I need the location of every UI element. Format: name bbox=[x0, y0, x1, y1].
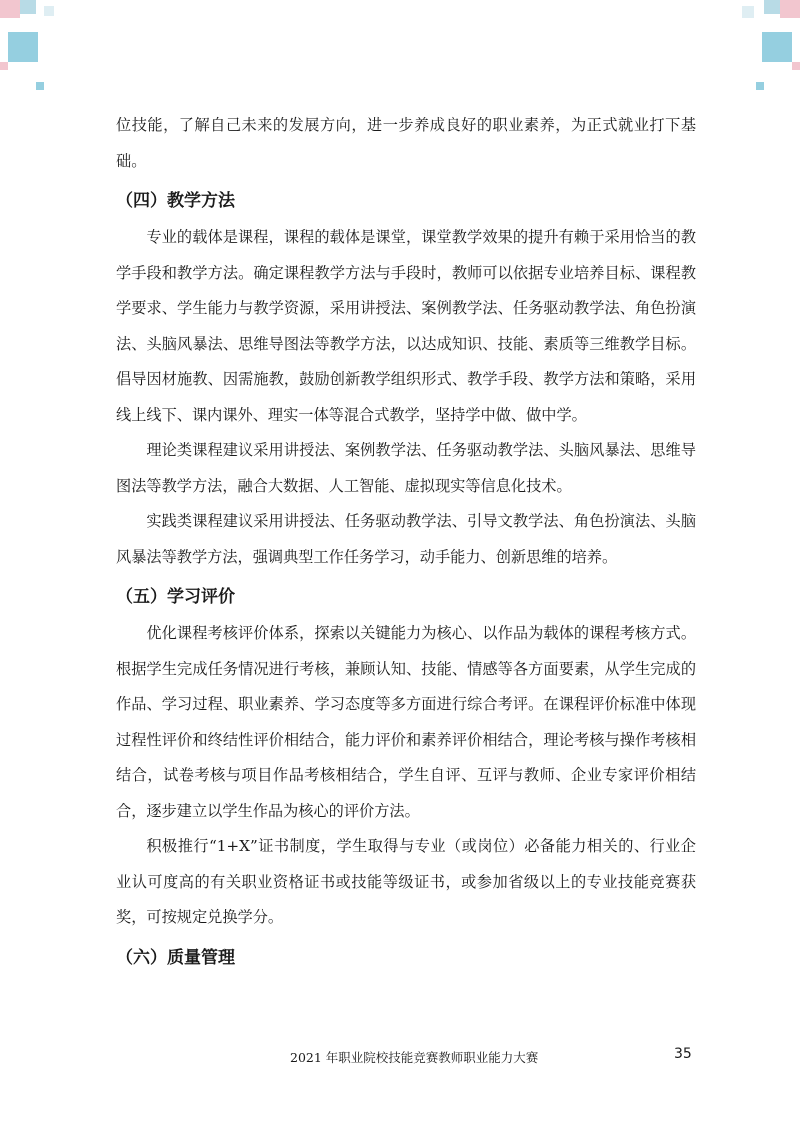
paragraph-evaluation-system: 优化课程考核评价体系，探索以关键能力为核心、以作品为载体的课程考核方式。根据学生完成任务情况进行考核，兼顾认知、技能、情感等各方面要素，从学生完成的作品、学习过程、职业素养、学习态度等多方面进行综合考评。在课程评价标准中体现过程性评价和终结性评价相结合，能力评价和素养评价相结合，理论考核与操作考核相结合，试卷考核与项目作品考核相结合，学生自评、互评与教师、企业专家评价相结合，逐步建立以学生作品为核心的评价方法。 bbox=[116, 624, 696, 820]
paragraph-teaching-methods: 专业的载体是课程，课程的载体是课堂，课堂教学效果的提升有赖于采用恰当的教学手段和教学方法。确定课程教学方法与手段时，教师可以依据专业培养目标、课程教学要求、学生能力与教学资源，采用讲授法、案例教学法、任务驱动教学法、角色扮演法、头脑风暴法、思维导图法等教学方法，以达成知识、技能、素质等三维教学目标。倡导因材施教、因需施教，鼓励创新教学组织形式、教学手段、教学方法和策略，采用线上线下、课内课外、理实一体等混合式教学，坚持学中做、做中学。 bbox=[116, 228, 696, 424]
page-footer bbox=[0, 1046, 800, 1070]
section-heading-quality-management: （六）质量管理 bbox=[116, 947, 235, 968]
decorative-square bbox=[44, 6, 54, 16]
paragraph-practice-courses: 实践类课程建议采用讲授法、任务驱动教学法、引导文教学法、角色扮演法、头脑风暴法等教学方法，强调典型工作任务学习，动手能力、创新思维的培养。 bbox=[116, 512, 696, 566]
section-heading-learning-evaluation: （五）学习评价 bbox=[116, 587, 235, 607]
decorative-square bbox=[792, 62, 800, 70]
decorative-square bbox=[0, 62, 8, 70]
page-number: 35 bbox=[674, 1046, 692, 1062]
decorative-square bbox=[36, 82, 44, 90]
decorative-square bbox=[0, 0, 20, 18]
paragraph-continuation: 位技能，了解自己未来的发展方向，进一步养成良好的职业素养，为正式就业打下基础。 bbox=[116, 116, 696, 170]
decorative-square bbox=[742, 6, 754, 18]
footer-title: 2021 年职业院校技能竞赛教师职业能力大赛 bbox=[290, 1050, 539, 1065]
body-content bbox=[116, 108, 696, 977]
decorative-square bbox=[780, 0, 800, 18]
decorative-square bbox=[20, 0, 36, 14]
decorative-square bbox=[8, 32, 38, 62]
paragraph-certificate-system: 积极推行“1+X”证书制度，学生取得与专业（或岗位）必备能力相关的、行业企业认可度高的有关职业资格证书或技能等级证书，或参加省级以上的专业技能竞赛获奖，可按规定兑换学分。 bbox=[116, 837, 696, 926]
decorative-square bbox=[756, 82, 764, 90]
paragraph-theory-courses: 理论类课程建议采用讲授法、案例教学法、任务驱动教学法、头脑风暴法、思维导图法等教学方法，融合大数据、人工智能、虚拟现实等信息化技术。 bbox=[116, 441, 696, 495]
decorative-square bbox=[764, 0, 780, 14]
decorative-square bbox=[762, 32, 792, 62]
section-heading-teaching-methods: （四）教学方法 bbox=[116, 191, 235, 211]
